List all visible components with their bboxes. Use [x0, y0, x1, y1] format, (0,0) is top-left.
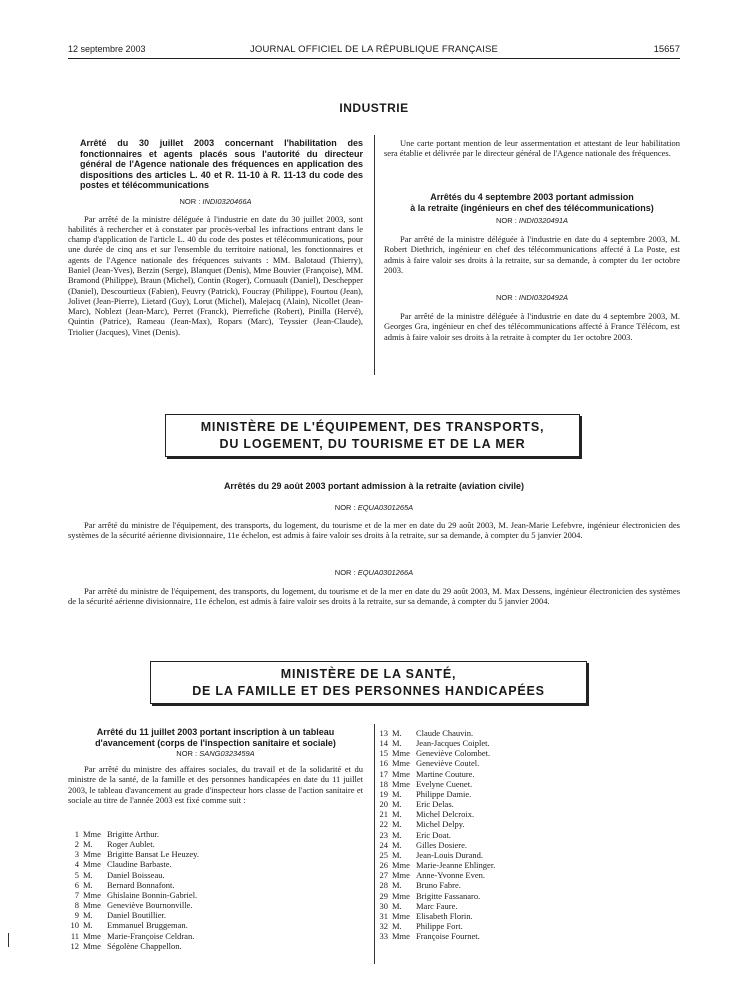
list-item-civility: Mme — [392, 931, 410, 942]
list-item-number: 8 — [74, 900, 79, 911]
list-item-name: Michel Delpy. — [416, 819, 465, 830]
nor-code: INDI0320491A — [518, 216, 569, 225]
list-item — [68, 880, 363, 890]
list-item-number: 20 — [379, 799, 388, 810]
list-item-civility: M. — [392, 738, 402, 749]
list-item-name: Claude Chauvin. — [416, 728, 474, 738]
nor-code: EQUA0301266A — [357, 568, 414, 577]
nor-code: EQUA0301265A — [357, 503, 414, 512]
list-item-civility: M. — [392, 900, 402, 911]
list-item-number: 9 — [74, 910, 79, 921]
list-item-number: 30 — [379, 900, 388, 911]
arrete-gra-body: Par arrêté de la ministre déléguée à l'industrie en date du 4 septembre 2003, M. Georges Gra, ingénieur en chef des télécommunications affecté à France Télécom, est admis à faire valoir ses droits à la retraite à compter du 1er octobre 2003. — [384, 311, 680, 342]
list-item-civility: Mme — [83, 829, 101, 839]
list-item-civility: M. — [392, 920, 402, 931]
list-item-civility: M. — [392, 880, 402, 891]
nor-line: NOR : SANG0323459A — [176, 749, 255, 758]
list-item-number: 31 — [379, 910, 388, 921]
list-item-name: Brigitte Bansat Le Heuzey. — [107, 849, 199, 860]
list-item-name: Geneviève Coutel. — [416, 758, 480, 769]
list-item-civility: M. — [392, 839, 402, 850]
arrete-habilitation-continued — [384, 138, 680, 159]
list-item-number: 22 — [379, 819, 388, 830]
list-item — [377, 738, 677, 748]
list-item-civility: Mme — [392, 870, 410, 881]
list-item-civility: Mme — [83, 849, 101, 860]
list-item-name: Brigitte Arthur. — [107, 829, 159, 839]
list-item-name: Claudine Barbaste. — [107, 859, 172, 870]
arrete-habilitation-title: Arrêté du 30 juillet 2003 concernant l'habilitation des fonctionnaires et agents placés sous l'autorité du directeur général de l'Agence nationale des fréquences en application des dispositions des articles L. 40 et R. 11-10 à R. 11-13 du code des postes et télécommunications — [80, 138, 363, 190]
avancement-list-right — [377, 728, 677, 941]
list-item-name: Geneviève Bournonville. — [107, 900, 193, 911]
list-item-number: 21 — [379, 809, 388, 820]
arrete-habilitation-body: Par arrêté de la ministre déléguée à l'industrie en date du 30 juillet 2003, sont habilités à rechercher et à constater par procès-verbal les infractions entrant dans le champ d'application de l'article L. 40 du code des postes et télécommunications, pour une durée de cinq ans et sur l'ensemble du territoire national, les fonctionnaires et agents de l'Agence nationale des fréquences suivants : MM. Balotaud (Thierry), Baniel (Jean-Yves), Berzin (Serge), Blanquet (Denis), Mme Bouvier (Françoise), MM. Bramond (Philippe), Braun (Michel), Contin (Roger), Cornuault (Daniel), Deschepper (Daniel), Descourtieux (Fabien), Feuvry (Patrick), Foucray (Philippe), Fourtou (Jean), Jolivet (Jean-Pierre), Lietard (Guy), Lorut (Michel), Malejacq (Alain), Nicollet (Jean-Marc), Noblezt (Jean-Marc), Perret (Franck), Pierrefiche (Robert), Pinilla (Hervé), Quintin (Patrice), Rameau (Jean-Max), Ropars (Marc), Teyssier (Jean-Claude), Triolier (Jacques), Vinet (Denis). — [68, 213, 363, 337]
list-item — [68, 900, 363, 910]
list-item-civility: Mme — [392, 910, 410, 921]
arrete-habilitation-body-cont: Une carte portant mention de leur assermentation et attestant de leur habilitation sera établie et délivrée par le directeur général de l'Agence nationale des fréquences. — [384, 138, 680, 159]
list-item-name: Elisabeth Florin. — [416, 910, 473, 921]
section-title-industrie: INDUSTRIE — [339, 101, 409, 115]
list-item — [377, 758, 677, 768]
list-item-name: Bruno Fabre. — [416, 880, 461, 891]
journal-title: JOURNAL OFFICIEL DE LA RÉPUBLIQUE FRANÇAISE — [249, 44, 499, 55]
list-item — [68, 839, 363, 849]
list-item — [377, 850, 677, 860]
column-rule — [374, 724, 375, 964]
list-item — [68, 829, 363, 839]
list-item-number: 23 — [379, 829, 388, 840]
list-item-name: Daniel Boutillier. — [107, 910, 167, 921]
list-item-civility: Mme — [392, 768, 410, 779]
list-item-civility: Mme — [392, 778, 410, 789]
list-item — [377, 870, 677, 880]
list-item-name: Gilles Dosiere. — [416, 839, 467, 850]
list-item — [377, 748, 677, 758]
list-item-number: 6 — [74, 879, 79, 890]
list-item-civility: Mme — [83, 930, 101, 941]
arrete-habilitation — [68, 138, 363, 337]
list-item-name: Marc Faure. — [416, 900, 458, 911]
list-item-number: 19 — [379, 788, 388, 799]
list-item — [377, 931, 677, 941]
list-item — [377, 840, 677, 850]
page-number: 15657 — [653, 44, 680, 55]
list-item — [377, 728, 677, 738]
list-item-number: 27 — [379, 870, 388, 881]
issue-date: 12 septembre 2003 — [68, 44, 146, 54]
arrete-tableau-avancement — [68, 727, 363, 805]
list-item-number: 7 — [74, 889, 79, 900]
list-item — [377, 891, 677, 901]
nor-line: NOR : INDI0320491A — [495, 216, 569, 225]
list-item-number: 15 — [379, 748, 388, 759]
list-item — [377, 789, 677, 799]
list-item-name: Evelyne Cuenet. — [416, 778, 473, 789]
list-item-civility: M. — [83, 839, 93, 850]
list-item-number: 13 — [379, 728, 388, 738]
list-item-name: Martine Couture. — [416, 768, 475, 779]
list-item-number: 4 — [74, 859, 79, 870]
ministry-box-equipement: MINISTÈRE DE L'ÉQUIPEMENT, DES TRANSPORTS, DU LOGEMENT, DU TOURISME ET DE LA MER — [165, 414, 580, 457]
list-item-name: Jean-Louis Durand. — [416, 849, 484, 860]
column-rule — [374, 135, 375, 375]
list-item-number: 18 — [379, 778, 388, 789]
list-item-number: 16 — [379, 758, 388, 769]
list-item-number: 10 — [70, 920, 79, 931]
list-item — [68, 870, 363, 880]
nor-line: NOR : EQUA0301265A — [334, 503, 414, 512]
list-item-number: 33 — [379, 931, 388, 942]
list-item-name: Brigitte Fassanaro. — [416, 890, 481, 901]
list-item — [377, 799, 677, 809]
nor-code: INDI0320492A — [518, 293, 569, 303]
ministry-box-sante: MINISTÈRE DE LA SANTÉ, DE LA FAMILLE ET DES PERSONNES HANDICAPÉES — [150, 661, 587, 704]
list-item-name: Françoise Fournet. — [416, 931, 480, 942]
list-item-civility: M. — [83, 920, 93, 931]
list-item — [377, 769, 677, 779]
list-item-number: 2 — [74, 839, 79, 850]
list-item-civility: M. — [392, 829, 402, 840]
list-item-name: Jean-Jacques Coiplet. — [416, 738, 490, 749]
list-item-civility: Mme — [392, 890, 410, 901]
list-item-name: Eric Delas. — [416, 799, 454, 810]
list-item-civility: Mme — [83, 889, 101, 900]
list-item — [377, 901, 677, 911]
list-item — [68, 941, 363, 951]
list-item — [68, 859, 363, 869]
list-item-civility: M. — [83, 910, 93, 921]
arretes-retraite-telecom — [384, 192, 680, 342]
list-item — [377, 880, 677, 890]
list-item — [68, 920, 363, 930]
list-item-name: Michel Delcroix. — [416, 809, 475, 820]
list-item-name: Bernard Bonnafont. — [107, 879, 175, 890]
list-item — [377, 819, 677, 829]
list-item-number: 1 — [74, 829, 79, 839]
list-item — [377, 830, 677, 840]
list-item-number: 3 — [74, 849, 79, 860]
arrete-lefebvre-body: Par arrêté du ministre de l'équipement, des transports, du logement, du tourisme et de la mer en date du 29 août 2003, M. Jean-Marie Lefebvre, ingénieur électronicien des systèmes de la sécurité aérienne divisionnaire, 11e échelon, est admis à faire valoir ses droits à la retraite, sur sa demande, à compter du 5 janvier 2004. — [68, 520, 680, 541]
nor-line: NOR : INDI0320466A — [179, 196, 252, 206]
list-item-civility: M. — [392, 728, 402, 738]
list-item-name: Eric Doat. — [416, 829, 451, 840]
arrete-dessens-body: Par arrêté du ministre de l'équipement, des transports, du logement, du tourisme et de la mer en date du 29 août 2003, M. Max Dessens, ingénieur électronicien des systèmes de la sécurité aérienne divisionnaire, 11e échelon, est admis à faire valoir ses droits à la retraite, sur sa demande, à compter du 5 janvier 2004. — [68, 586, 680, 607]
list-item-number: 32 — [379, 920, 388, 931]
list-item — [68, 890, 363, 900]
list-item — [377, 779, 677, 789]
list-item — [68, 910, 363, 920]
list-item — [377, 860, 677, 870]
list-item-civility: M. — [392, 819, 402, 830]
list-item-name: Ségolène Chappellon. — [107, 940, 182, 951]
list-item-name: Marie-Jeanne Ehlinger. — [416, 860, 496, 871]
list-item — [68, 849, 363, 859]
list-item-civility: Mme — [392, 758, 410, 769]
edge-mark — [8, 933, 9, 947]
list-item-civility: M. — [392, 809, 402, 820]
list-item-number: 24 — [379, 839, 388, 850]
header-rule — [68, 58, 680, 59]
list-item — [377, 809, 677, 819]
list-item-number: 29 — [379, 890, 388, 901]
arrete-tableau-avancement-title: Arrêté du 11 juillet 2003 portant inscription à un tableau d'avancement (corps de l'inspection sanitaire et sociale) — [95, 727, 336, 748]
list-item-name: Geneviève Colombet. — [416, 748, 491, 759]
list-item-name: Roger Aublet. — [107, 839, 155, 850]
nor-line: NOR : EQUA0301266A — [334, 568, 414, 577]
list-item-number: 11 — [70, 930, 79, 941]
list-item-civility: Mme — [83, 859, 101, 870]
list-item-number: 25 — [379, 849, 388, 860]
arrete-diethrich-body: Par arrêté de la ministre déléguée à l'industrie en date du 4 septembre 2003, M. Robert Diethrich, ingénieur en chef des télécommunications affecté à La Poste, est admis à faire valoir ses droits à la retraite, sur sa demande, à compter du 1er octobre 2003. — [384, 234, 680, 275]
list-item-name: Marie-Françoise Celdran. — [107, 930, 195, 941]
list-item-civility: M. — [392, 849, 402, 860]
arretes-retraite-telecom-title: Arrêtés du 4 septembre 2003 portant admission à la retraite (ingénieurs en chef des télécommunications) — [410, 192, 654, 213]
list-item-number: 26 — [379, 860, 388, 871]
nor-line: NOR : INDI0320492A — [495, 293, 569, 303]
list-item-number: 14 — [379, 738, 388, 749]
nor-code: INDI0320466A — [202, 196, 252, 206]
list-item — [377, 911, 677, 921]
list-item — [377, 921, 677, 931]
arrete-tableau-avancement-body: Par arrêté du ministre des affaires sociales, du travail et de la solidarité et du ministre de la santé, de la famille et des personnes handicapées en date du 11 juillet 2003, le tableau d'avancement au grade d'inspecteur hors classe de l'action sanitaire et sociale au titre de l'année 2003 est fixé comme suit : — [68, 764, 363, 805]
list-item-number: 17 — [379, 768, 388, 779]
list-item-civility: Mme — [392, 748, 410, 759]
list-item-civility: M. — [83, 869, 93, 880]
list-item-name: Philippe Fort. — [416, 920, 463, 931]
avancement-list-left — [68, 829, 363, 951]
list-item-name: Emmanuel Bruggeman. — [107, 920, 188, 931]
list-item-civility: M. — [392, 788, 402, 799]
list-item-number: 28 — [379, 880, 388, 891]
list-item-civility: Mme — [83, 900, 101, 911]
nor-code: SANG0323459A — [199, 749, 255, 758]
list-item-name: Ghislaine Bonnin-Gabriel. — [107, 889, 198, 900]
list-item-civility: M. — [392, 799, 402, 810]
list-item-number: 12 — [70, 940, 79, 951]
list-item-name: Daniel Boisseau. — [107, 869, 165, 880]
list-item-number: 5 — [74, 869, 79, 880]
list-item-name: Philippe Damie. — [416, 788, 472, 799]
arretes-aviation-civile-title: Arrêtés du 29 août 2003 portant admission à la retraite (aviation civile) — [223, 481, 525, 491]
list-item-civility: Mme — [83, 940, 101, 951]
list-item-civility: Mme — [392, 860, 410, 871]
list-item — [68, 931, 363, 941]
list-item-name: Anne-Yvonne Even. — [416, 870, 486, 881]
list-item-civility: M. — [83, 879, 93, 890]
